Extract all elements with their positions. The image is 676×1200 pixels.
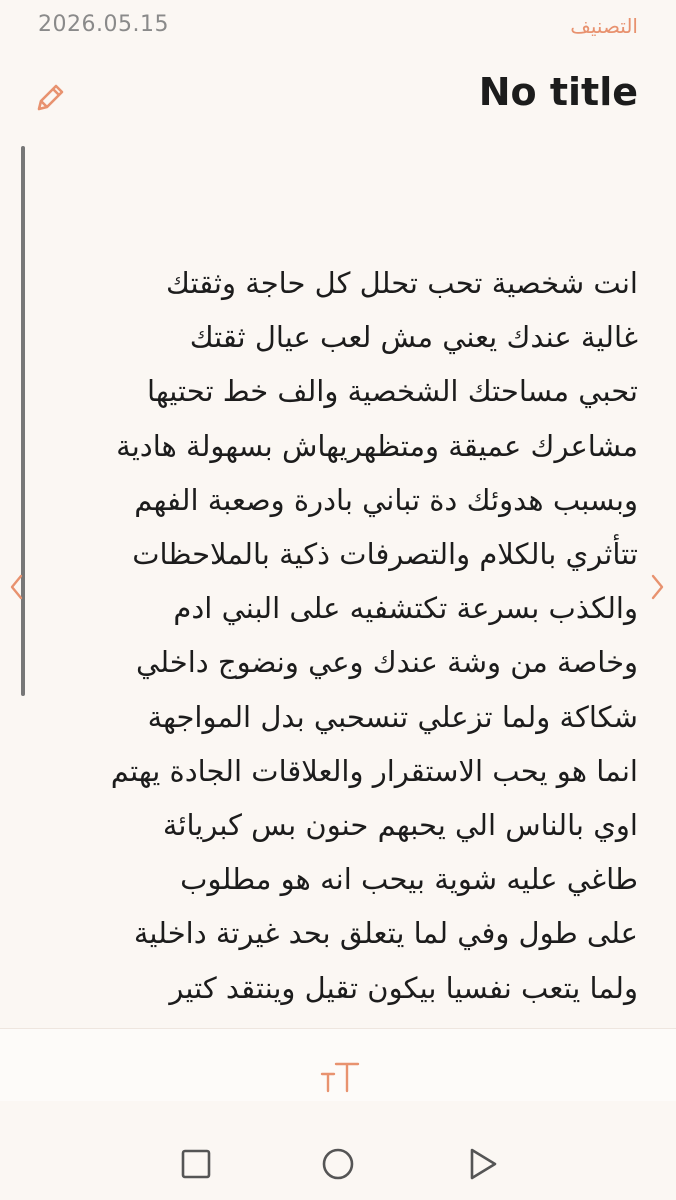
previous-note-button[interactable] (4, 570, 30, 604)
note-line: ولما يتعب نفسيا بيكون تقيل وينتقد كتير (169, 970, 638, 1005)
recent-apps-button[interactable] (176, 1144, 216, 1184)
note-line: غالية عندك يعني مش لعب عيال ثقتك (189, 320, 638, 355)
category-button[interactable]: التصنيف (570, 14, 638, 38)
chevron-left-icon (4, 570, 30, 604)
back-button[interactable] (462, 1144, 502, 1184)
note-line: اوي بالناس الي يحبهم حنون بس كبريائة (162, 808, 638, 843)
pencil-icon (30, 78, 70, 118)
note-line: طاغي عليه شوية بيحب انه هو مطلوب (180, 862, 638, 897)
text-size-button[interactable] (318, 1058, 362, 1098)
note-line: وخاصة من وشة عندك وعي ونضوج داخلي (136, 645, 638, 680)
note-line: انت شخصية تحب تحلل كل حاجة وثقتك (166, 266, 638, 300)
scrollbar[interactable] (21, 146, 25, 696)
note-title[interactable]: No title (478, 70, 638, 114)
note-line: تتأثري بالكلام والتصرفات ذكية بالملاحظات (132, 537, 638, 572)
square-icon (176, 1144, 216, 1184)
note-line: شكاكة ولما تزعلي تنسحبي بدل المواجهة (147, 699, 638, 734)
note-body[interactable] (40, 256, 638, 1021)
note-date: 2026.05.15 (38, 12, 169, 37)
note-line: تحبي مساحتك الشخصية والف خط تحتيها (147, 374, 638, 409)
home-button[interactable] (318, 1144, 358, 1184)
next-note-button[interactable] (644, 570, 670, 604)
note-line: والكذب بسرعة تكتشفيه على البني ادم (173, 591, 638, 626)
chevron-right-icon (644, 570, 670, 604)
note-line: على طول وفي لما يتعلق بحد غيرتة داخلية (133, 916, 638, 951)
top-bar (0, 0, 676, 60)
note-line: مشاعرك عميقة ومتظهريهاش بسهولة هادية (116, 428, 638, 463)
note-line: وبسبب هدوئك دة تباني بادرة وصعبة الفهم (134, 482, 638, 517)
note-line: انما هو يحب الاستقرار والعلاقات الجادة يهتم (110, 753, 638, 788)
triangle-back-icon (462, 1144, 502, 1184)
text-size-icon (318, 1058, 362, 1098)
edit-title-button[interactable] (30, 78, 70, 118)
circle-icon (318, 1144, 358, 1184)
